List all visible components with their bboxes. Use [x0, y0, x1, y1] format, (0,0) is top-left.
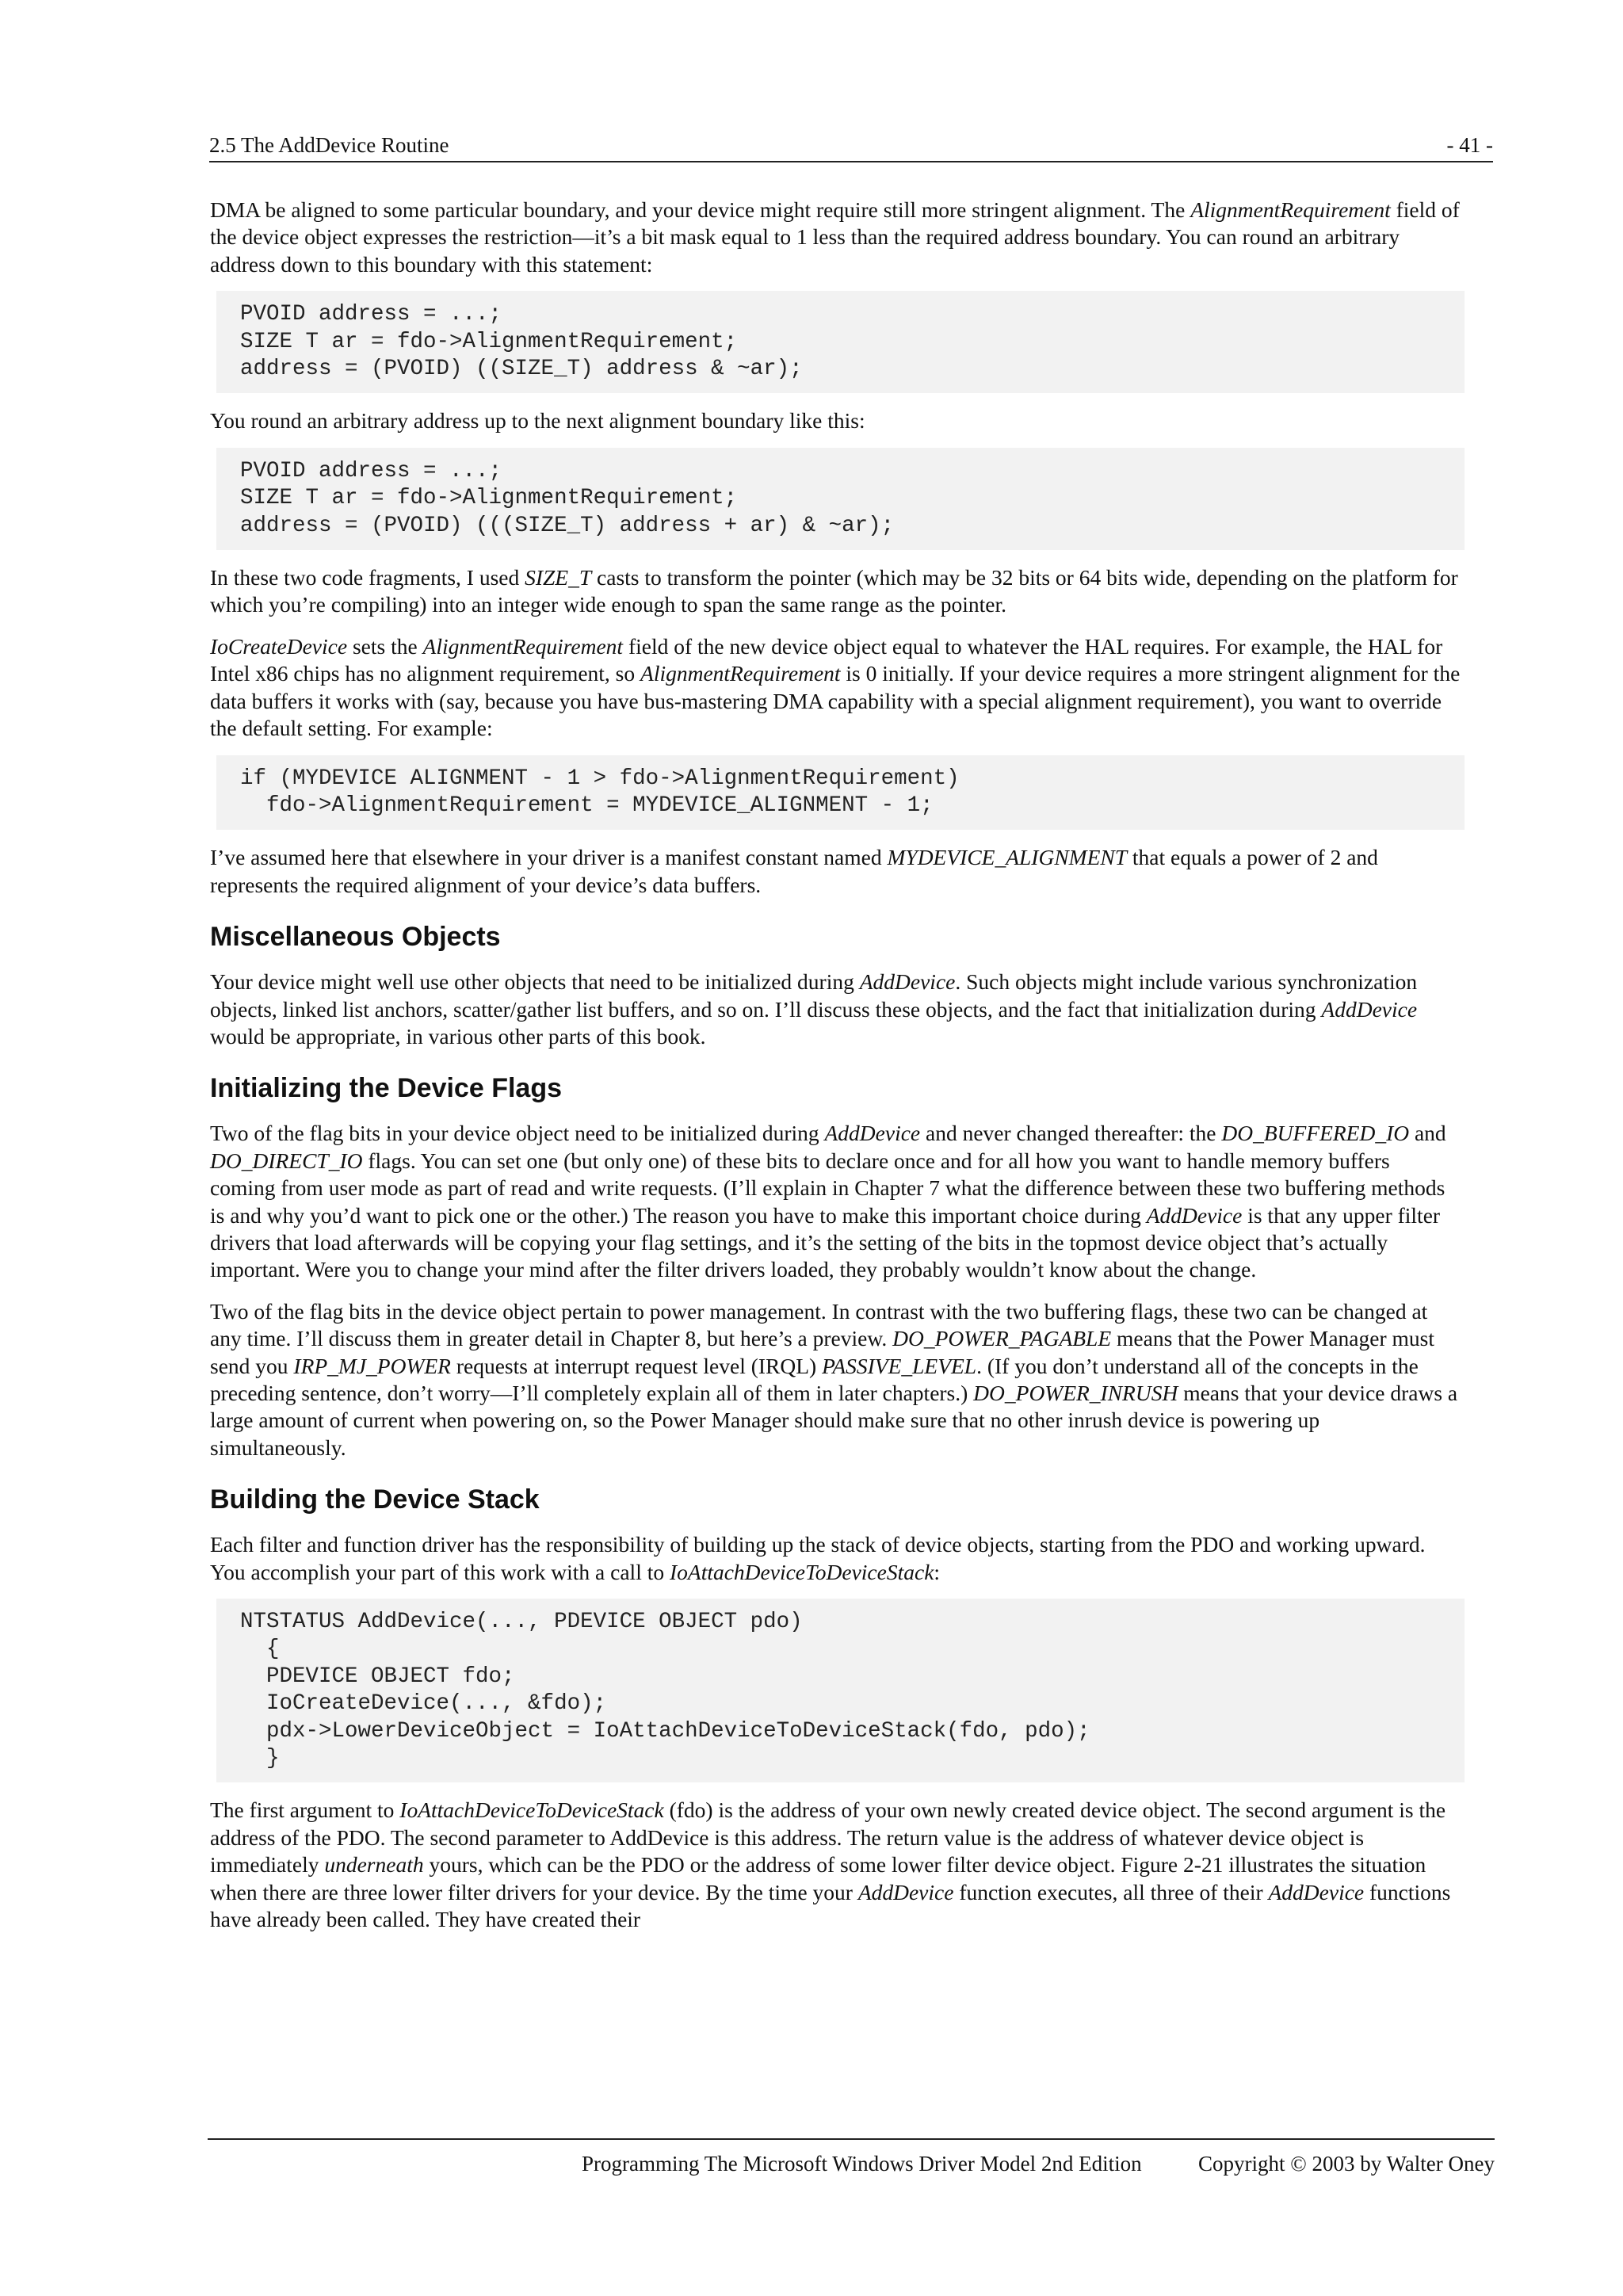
text-run: is 0 initially. If your device requires a more stringent alignment for the data buffers it works with (say, because you have bus-mastering DMA capability with a special alignment requirement), you want to override the default setting. For example: — [210, 661, 1461, 741]
text-run: The first argument to — [210, 1797, 400, 1823]
text-run: field of the new device object equal to whatever the HAL requires. For example, the HAL for Intel x86 chips has no alignment requirement, so — [210, 633, 1443, 686]
code-block: PVOID address = ...; SIZE T ar = fdo->AlignmentRequirement; address = (PVOID) ((SIZE_T) address & ~ar); — [216, 291, 1465, 393]
text-run: sets the — [347, 633, 423, 659]
text-run: Each filter and function driver has the responsibility of building up the stack of device objects, starting from the PDO and working upward. You accomplish your part of this work with a call to — [210, 1532, 1426, 1584]
text-run: functions have already been called. They have created their — [210, 1879, 1451, 1932]
italic-term: DO_POWER_PAGABLE — [892, 1326, 1112, 1351]
text-run: means that your device draws a large amount of current when powering on, so the Power Manager should make sure that no other inrush device is powering up simultaneously. — [210, 1381, 1458, 1460]
section-heading: Building the Device Stack — [210, 1484, 540, 1515]
text-run: requests at interrupt request level (IRQL) — [450, 1353, 823, 1378]
code-block: NTSTATUS AddDevice(..., PDEVICE OBJECT pdo) { PDEVICE OBJECT fdo; IoCreateDevice(..., &fdo); pdx->LowerDeviceObject = IoAttachDeviceToDeviceStack(fdo, pdo); } — [216, 1599, 1465, 1782]
text-run: is that any upper filter drivers that load afterwards will be copying your flag settings, and it’s the setting of the bits in the topmost device object that’s actually important. Were you to change your mind after the filter drivers loaded, they probably wouldn’t know about the change. — [210, 1202, 1441, 1282]
text-run: flags. You can set one (but only one) of these bits to declare once and for all how you want to handle memory buffers coming from user mode as part of read and write requests. (I’ll explain in Chapter 7 what the difference between these two buffering methods is and why you’d want to pick one or the other.) The reason you have to make this important choice during — [210, 1148, 1445, 1228]
running-header — [209, 129, 1493, 162]
body-paragraph — [210, 633, 1461, 743]
text-run: casts to transform the pointer (which may be 32 bits or 64 bits wide, depending on the platform for which you’re compiling) into an integer wide enough to span the same range as the pointer. — [210, 565, 1458, 617]
body-paragraph — [210, 564, 1461, 619]
text-run: I’ve assumed here that elsewhere in your driver is a manifest constant named — [210, 845, 888, 870]
text-run: would be appropriate, in various other parts of this book. — [210, 1023, 706, 1049]
text-run: Two of the flag bits in your device object need to be initialized during — [210, 1121, 825, 1146]
italic-term: AlignmentRequirement — [422, 633, 624, 659]
section-heading: Miscellaneous Objects — [210, 922, 501, 953]
text-run: yours, which can be the PDO or the address of some lower filter device object. Figure 2-21 illustrates the situation when there are three lower filter drivers for your device. By the time your — [210, 1852, 1426, 1904]
text-run: and — [1409, 1121, 1446, 1146]
running-footer — [208, 2138, 1495, 2176]
text-run: DMA be aligned to some particular boundary, and your device might require still more stringent alignment. The — [210, 197, 1191, 222]
body-paragraph — [210, 1298, 1461, 1461]
italic-term: SIZE_T — [525, 565, 592, 590]
body-paragraph — [210, 1797, 1461, 1933]
text-run: You round an arbitrary address up to the next alignment boundary like this: — [210, 408, 865, 434]
italic-term: DO_POWER_INRUSH — [973, 1381, 1178, 1405]
text-run: : — [934, 1559, 941, 1584]
text-run: Two of the flag bits in the device object pertain to power management. In contrast with the two buffering flags, these two can be changed at any time. I’ll discuss them in greater detail in Chapter 8, but here’s a preview. — [210, 1298, 1428, 1351]
body-paragraph — [210, 844, 1461, 899]
italic-term: AddDevice — [1321, 996, 1418, 1022]
body-paragraph — [210, 1120, 1461, 1283]
body-paragraph — [210, 1531, 1461, 1586]
italic-term: AddDevice — [857, 1879, 954, 1904]
body-paragraph — [210, 968, 1461, 1050]
body-paragraph — [210, 407, 1461, 434]
copyright-notice: Copyright © 2003 by Walter Oney — [1197, 2152, 1495, 2176]
text-run: and never changed thereafter: the — [920, 1121, 1222, 1146]
text-run: means that the Power Manager must send you — [210, 1326, 1434, 1378]
italic-term: AddDevice — [1268, 1879, 1365, 1904]
page-number: - 41 - — [1446, 133, 1493, 157]
page-body — [210, 197, 1461, 1934]
italic-term: AlignmentRequirement — [1190, 197, 1391, 222]
code-block: if (MYDEVICE ALIGNMENT - 1 > fdo->AlignmentRequirement) fdo->AlignmentRequirement = MYDEVICE_ALIGNMENT - 1; — [216, 755, 1465, 831]
text-run: that equals a power of 2 and represents the required alignment of your device’s data buffers. — [210, 845, 1378, 897]
italic-term: IoCreateDevice — [210, 633, 348, 659]
code-block: PVOID address = ...; SIZE T ar = fdo->AlignmentRequirement; address = (PVOID) (((SIZE_T) address + ar) & ~ar); — [216, 448, 1465, 550]
text-run: . Such objects might include various synchronization objects, linked list anchors, scatter/gather list buffers, and so on. I’ll discuss these objects, and the fact that initialization during — [210, 969, 1418, 1022]
italic-term: underneath — [324, 1852, 424, 1878]
text-run: Your device might well use other objects that need to be initialized during — [210, 969, 860, 995]
body-paragraph — [210, 197, 1461, 278]
text-run: In these two code fragments, I used — [210, 565, 525, 590]
section-heading: Initializing the Device Flags — [210, 1073, 562, 1104]
italic-term: AddDevice — [1146, 1202, 1243, 1228]
italic-term: AlignmentRequirement — [640, 661, 841, 686]
italic-term: IRP_MJ_POWER — [293, 1353, 451, 1378]
italic-term: IoAttachDeviceToDeviceStack — [399, 1797, 664, 1823]
italic-term: IoAttachDeviceToDeviceStack — [669, 1559, 934, 1584]
italic-term: PASSIVE_LEVEL — [822, 1353, 977, 1378]
italic-term: DO_DIRECT_IO — [210, 1148, 363, 1173]
italic-term: AddDevice — [824, 1121, 921, 1146]
text-run: field of the device object expresses the restriction—it’s a bit mask equal to 1 less than the required address boundary. You can round an arbitrary address down to this boundary with this statement: — [210, 197, 1460, 277]
text-run: . (If you don’t understand all of the concepts in the preceding sentence, don’t worry—I’ll completely explain all of them in later chapters.) — [210, 1353, 1419, 1405]
text-run: function executes, all three of their — [953, 1879, 1269, 1904]
italic-term: AddDevice — [859, 969, 956, 995]
book-title: Programming The Microsoft Windows Driver Model 2nd Edition — [582, 2152, 1142, 2176]
text-run: (fdo) is the address of your own newly created device object. The second argument is the address of the PDO. The second parameter to AddDevice is this address. The return value is the address of whatever device object is immediately — [210, 1797, 1446, 1878]
italic-term: DO_BUFFERED_IO — [1221, 1121, 1410, 1146]
italic-term: MYDEVICE_ALIGNMENT — [887, 845, 1127, 870]
section-title: 2.5 The AddDevice Routine — [209, 133, 449, 157]
